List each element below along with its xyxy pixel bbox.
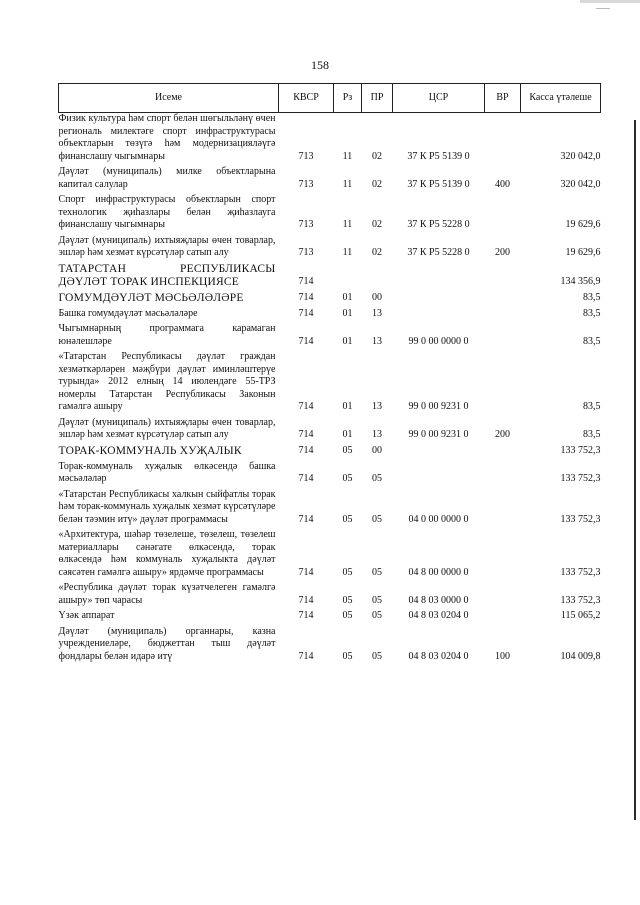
row-kvsr: 714 — [298, 566, 314, 578]
header-csr: ЦСР — [393, 84, 485, 113]
row-cash: 104 009,8 — [560, 650, 601, 662]
row-kvsr: 714 — [298, 610, 314, 621]
row-vr — [485, 292, 521, 308]
row-rz: 05 — [342, 513, 353, 525]
row-kvsr: 713 — [298, 219, 314, 230]
row-name: Физик культура һәм спорт белән шөгыльләнү өчен региональ милектәге спорт инфраструктурасы объектларын төзүгә һәм модернизацияләүгә финанслашу чыгымнары — [58, 113, 276, 162]
row-rz: 05 — [342, 473, 353, 484]
row-csr — [393, 445, 485, 461]
row-csr — [393, 308, 485, 324]
row-vr — [485, 489, 521, 530]
row-vr — [485, 351, 521, 417]
row-pr: 05 — [372, 473, 382, 484]
row-name: ТОРАК-КОММУНАЛЬ ХУҖАЛЫК — [58, 444, 242, 457]
row-vr — [485, 445, 521, 461]
row-name: Торак-коммуналь хуҗалык өлкәсендә башка мәсьәләләр — [58, 460, 276, 484]
row-csr: 37 К Р5 5139 0 — [407, 150, 470, 162]
table-row — [59, 351, 601, 417]
row-kvsr: 714 — [298, 513, 314, 525]
row-name: «Архитектура, шәһәр төзелеше, төзелеш, төзелеш материаллары сәнәгате өлкәсендә, торак өлкәсендә һәм коммуналь хуҗалыкта дәүләт сәясәтен гамәлгә ашыру» ярдәмче программасы — [58, 529, 276, 578]
row-vr — [485, 308, 521, 324]
table-row — [59, 582, 601, 610]
row-pr: 05 — [372, 513, 382, 525]
row-csr: 37 К Р5 5139 0 — [407, 178, 470, 190]
row-pr: 02 — [372, 178, 382, 190]
header-name: Исеме — [59, 84, 279, 113]
row-name: Үзәк аппарат — [58, 610, 115, 621]
scan-speck — [596, 8, 610, 9]
row-vr: 200 — [495, 429, 510, 440]
row-pr: 05 — [372, 610, 382, 621]
table-row — [59, 529, 601, 582]
row-kvsr: 713 — [298, 247, 314, 258]
header-vr: ВР — [485, 84, 521, 113]
row-cash: 115 065,2 — [560, 610, 601, 621]
scan-edge-mark — [580, 0, 640, 3]
row-rz: 11 — [342, 219, 353, 230]
row-csr: 04 8 03 0204 0 — [408, 610, 469, 621]
row-cash: 133 752,3 — [560, 445, 601, 456]
table-row — [59, 235, 601, 263]
row-rz: 11 — [342, 247, 353, 258]
row-pr — [362, 263, 393, 292]
header-pr: ПР — [362, 84, 393, 113]
row-vr: 100 — [495, 650, 510, 662]
row-csr — [393, 263, 485, 292]
row-name: Дәүләт (муниципаль) милке объектларына капитал салулар — [58, 166, 276, 190]
row-csr: 04 8 00 0000 0 — [408, 566, 469, 578]
row-cash: 133 752,3 — [560, 513, 601, 525]
row-cash: 134 356,9 — [560, 276, 601, 287]
row-cash: 133 752,3 — [560, 594, 601, 606]
row-rz: 05 — [342, 610, 353, 621]
row-rz: 11 — [342, 178, 353, 190]
row-name: «Татарстан Республикасы халкын сыйфатлы торак һәм торак-коммуналь хуҗалык хезмәт күрсәтүләре белән тәэмин итү» дәүләт программасы — [58, 488, 276, 525]
header-cash: Касса үтәлеше — [521, 84, 601, 113]
table-row — [59, 626, 601, 667]
row-csr: 04 0 00 0000 0 — [408, 513, 469, 525]
row-cash: 320 042,0 — [560, 178, 601, 190]
row-kvsr: 714 — [298, 445, 314, 456]
row-pr: 05 — [372, 566, 382, 578]
table-row — [59, 417, 601, 445]
table-row — [59, 292, 601, 308]
row-pr: 05 — [372, 650, 382, 662]
row-vr — [485, 529, 521, 582]
row-cash: 133 752,3 — [560, 566, 601, 578]
row-pr: 00 — [372, 445, 382, 456]
row-vr: 200 — [495, 247, 510, 258]
row-csr: 99 0 00 9231 0 — [408, 429, 469, 440]
row-vr — [485, 113, 521, 167]
row-name: Башка гомумдәүләт мәсьәләләре — [58, 307, 198, 319]
row-csr: 37 К Р5 5228 0 — [407, 219, 470, 230]
budget-execution-table — [58, 83, 601, 666]
row-rz: 11 — [342, 150, 353, 162]
row-kvsr: 714 — [298, 429, 314, 440]
row-cash: 83,5 — [583, 292, 601, 303]
row-rz: 05 — [342, 650, 353, 662]
table-row — [59, 166, 601, 194]
table-row — [59, 113, 601, 167]
table-body — [59, 113, 601, 667]
row-name: ГОМУМДӘҮЛӘТ МӘСЬӘЛӘЛӘРЕ — [58, 291, 244, 304]
row-csr — [393, 292, 485, 308]
row-kvsr: 714 — [298, 276, 314, 287]
row-name: Чыгымнарның программага карамаган юнәлешләре — [58, 323, 276, 347]
row-csr: 99 0 00 0000 0 — [408, 335, 469, 347]
row-rz — [334, 263, 362, 292]
row-kvsr: 714 — [298, 473, 314, 484]
row-csr: 04 8 03 0000 0 — [408, 594, 469, 606]
row-cash: 320 042,0 — [560, 150, 601, 162]
table-row — [59, 323, 601, 351]
row-pr: 00 — [372, 292, 382, 303]
row-name: «Республика дәүләт торак күзәтчелеген гамәлгә ашыру» төп чарасы — [58, 582, 276, 606]
row-kvsr: 714 — [298, 292, 314, 303]
header-rz: Рз — [334, 84, 362, 113]
table-row — [59, 194, 601, 235]
row-name: Дәүләт (муниципаль) органнары, казна учреждениеләре, бюджеттан тыш дәүләт фондлары белән идарә итү — [58, 625, 276, 662]
row-kvsr: 714 — [298, 401, 314, 412]
row-name: Дәүләт (муниципаль) ихтыяҗлары өчен товарлар, эшләр һәм хезмәт күрсәтүләр сатып алу — [58, 416, 276, 440]
page-number: 158 — [311, 58, 329, 72]
row-rz: 01 — [342, 307, 353, 319]
row-vr — [485, 610, 521, 626]
row-cash: 83,5 — [583, 335, 601, 347]
table-row — [59, 263, 601, 292]
table-row — [59, 461, 601, 489]
row-rz: 05 — [342, 566, 353, 578]
row-pr: 05 — [372, 594, 382, 606]
row-csr: 04 8 03 0204 0 — [408, 650, 469, 662]
row-kvsr: 714 — [298, 594, 314, 606]
row-csr: 99 0 00 9231 0 — [408, 401, 469, 412]
table-header-row — [59, 84, 601, 113]
row-rz: 01 — [342, 401, 353, 412]
row-cash: 19 629,6 — [565, 247, 601, 258]
row-vr — [485, 194, 521, 235]
row-pr: 02 — [372, 219, 382, 230]
row-rz: 05 — [342, 594, 353, 606]
row-cash: 133 752,3 — [560, 473, 601, 484]
row-pr: 02 — [372, 150, 382, 162]
row-kvsr: 713 — [298, 178, 314, 190]
table-row — [59, 610, 601, 626]
row-vr — [485, 461, 521, 489]
row-pr: 13 — [372, 335, 382, 347]
table-row — [59, 308, 601, 324]
scan-edge-line — [634, 120, 636, 820]
row-name: Дәүләт (муниципаль) ихтыяҗлары өчен товарлар, эшләр һәм хезмәт күрсәтүләр сатып алу — [58, 234, 276, 258]
row-csr: 37 К Р5 5228 0 — [407, 247, 470, 258]
row-name: «Татарстан Республикасы дәүләт граждан хезмәткәрләрен мәҗбүри дәүләт иминләштерүе турында» 2012 елның 14 июлендәге 55-ТРЗ номерлы Татарстан Республикасы Законын гамәлгә ашыру — [58, 351, 276, 412]
table-row — [59, 445, 601, 461]
row-cash: 83,5 — [583, 401, 601, 412]
row-kvsr: 714 — [298, 307, 314, 319]
row-vr: 400 — [495, 178, 510, 190]
row-vr — [485, 582, 521, 610]
row-rz: 01 — [342, 335, 353, 347]
table-row — [59, 489, 601, 530]
row-rz: 01 — [342, 429, 353, 440]
row-name: Спорт инфраструктурасы объектларын спорт технологик җиһазлары белән җиһазлауга финанслашу чыгымнары — [58, 194, 276, 230]
row-pr: 02 — [372, 247, 382, 258]
row-name: ТАТАРСТАН РЕСПУБЛИКАСЫ ДӘҮЛӘТ ТОРАК ИНСПЕКЦИЯСЕ — [58, 262, 276, 288]
row-kvsr: 713 — [298, 150, 314, 162]
row-pr: 13 — [372, 429, 382, 440]
row-pr: 13 — [372, 307, 382, 319]
row-vr — [485, 323, 521, 351]
row-csr — [393, 461, 485, 489]
row-cash: 19 629,6 — [565, 219, 601, 230]
header-kvsr: КВСР — [279, 84, 334, 113]
row-kvsr: 714 — [298, 650, 314, 662]
row-vr — [485, 263, 521, 292]
row-cash: 83,5 — [583, 429, 601, 440]
row-cash: 83,5 — [583, 307, 601, 319]
row-rz: 01 — [342, 292, 353, 303]
row-kvsr: 714 — [298, 335, 314, 347]
row-pr: 13 — [372, 401, 382, 412]
row-rz: 05 — [342, 445, 353, 456]
